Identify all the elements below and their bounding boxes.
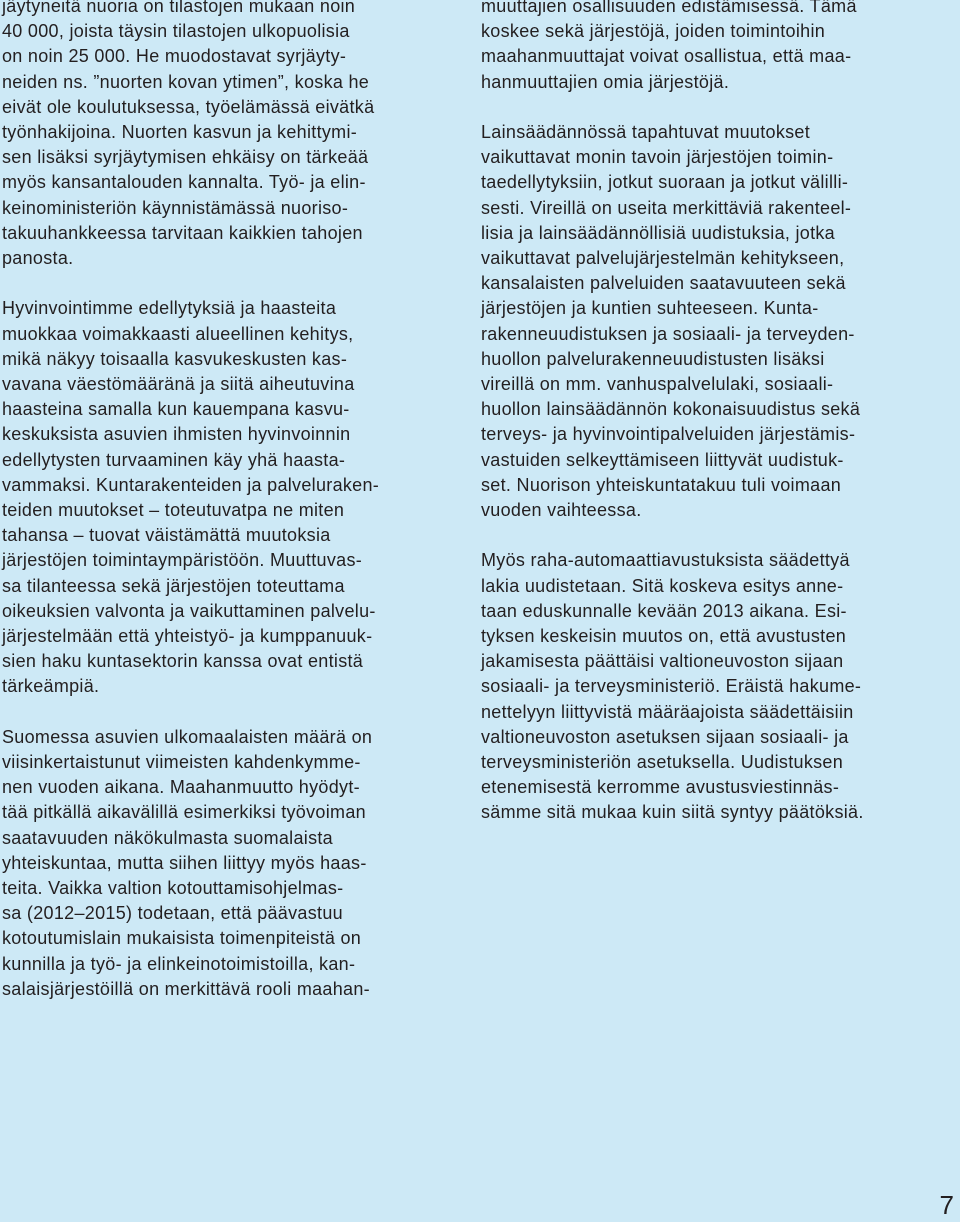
text-line: haasteina samalla kun kauempana kasvu- <box>2 399 350 420</box>
text-line: keinoministeriön käynnistämässä nuoriso- <box>2 197 349 218</box>
text-line: vaikuttavat palvelujärjestelmän kehitykseen, <box>481 248 845 269</box>
text-line: Suomessa asuvien ulkomaalaisten määrä on <box>2 726 373 747</box>
text-line: vastuiden selkeyttämiseen liittyvät uudistuk- <box>481 449 844 470</box>
text-line: mikä näkyy toisaalla kasvukeskusten kas- <box>2 348 348 369</box>
text-line: neiden ns. ”nuorten kovan ytimen”, koska he <box>2 71 370 92</box>
text-line: taan eduskunnalle kevään 2013 aikana. Esi- <box>481 600 847 621</box>
text-line: nen vuoden aikana. Maahanmuutto hyödyt- <box>2 777 360 798</box>
text-line: vammaksi. Kuntarakenteiden ja palveluraken- <box>2 474 380 495</box>
text-line: tää pitkällä aikavälillä esimerkiksi työvoiman <box>2 802 366 823</box>
text-line: kansalaisten palveluiden saatavuuteen sekä <box>481 273 846 294</box>
right-paragraph-2 <box>481 120 941 523</box>
text-line: valtioneuvoston asetuksen sijaan sosiaali- ja <box>481 726 849 747</box>
text-line: sien haku kuntasektorin kanssa ovat entistä <box>2 651 364 672</box>
text-line: jakamisesta päättäisi valtioneuvoston sijaan <box>481 651 844 672</box>
text-line: muokkaa voimakkaasti alueellinen kehitys, <box>2 323 354 344</box>
text-line: on noin 25 000. He muodostavat syrjäyty- <box>2 46 347 67</box>
text-line: yhteiskuntaa, mutta siihen liittyy myös haas- <box>2 852 367 873</box>
text-line: etenemisestä kerromme avustusviestinnäs- <box>481 777 840 798</box>
text-line: terveysministeriön asetuksella. Uudistuksen <box>481 752 844 773</box>
text-line: lakia uudistetaan. Sitä koskeva esitys anne- <box>481 575 844 596</box>
text-line: takuuhankkeessa tarvitaan kaikkien tahojen <box>2 222 363 243</box>
text-line: tahansa – tuovat väistämättä muutoksia <box>2 525 331 546</box>
text-line: keskuksista asuvien ihmisten hyvinvoinnin <box>2 424 351 445</box>
text-line: edellytysten turvaaminen käy yhä haasta- <box>2 449 346 470</box>
right-paragraph-3 <box>481 548 941 825</box>
text-line: sen lisäksi syrjäytymisen ehkäisy on tärkeää <box>2 147 369 168</box>
text-line: salaisjärjestöillä on merkittävä rooli maahan- <box>2 978 370 999</box>
text-line: set. Nuorison yhteiskuntatakuu tuli voimaan <box>481 474 842 495</box>
text-line: rakenneuudistuksen ja sosiaali- ja terveyden- <box>481 323 855 344</box>
text-line: järjestelmään että yhteistyö- ja kumppanuuk- <box>2 626 373 647</box>
text-line: teita. Vaikka valtion kotouttamisohjelmas- <box>2 878 344 899</box>
text-line: koskee sekä järjestöjä, joiden toimintoihin <box>481 21 826 42</box>
page-number: 7 <box>939 1190 954 1220</box>
right-paragraph-1 <box>481 0 941 95</box>
text-line: lisia ja lainsäädännöllisiä uudistuksia, jotka <box>481 222 835 243</box>
text-line: muuttajien osallisuuden edistämisessä. Tämä <box>481 0 857 16</box>
text-line: Hyvinvointimme edellytyksiä ja haasteita <box>2 298 337 319</box>
text-line: hanmuuttajien omia järjestöjä. <box>481 71 730 92</box>
text-line: nettelyyn liittyvistä määräajoista säädettäisiin <box>481 701 854 722</box>
text-line: vuoden vaihteessa. <box>481 500 642 521</box>
text-line: kunnilla ja työ- ja elinkeinotoimistoilla, kan- <box>2 953 356 974</box>
text-line: kotoutumislain mukaisista toimenpiteistä on <box>2 928 362 949</box>
text-line: Lainsäädännössä tapahtuvat muutokset <box>481 122 811 142</box>
text-line: sesti. Vireillä on useita merkittäviä rakenteel- <box>481 197 852 218</box>
text-line: vaikuttavat monin tavoin järjestöjen toimin- <box>481 147 834 168</box>
text-line: vavana väestömääränä ja siitä aiheutuvina <box>2 374 355 395</box>
left-paragraph-3 <box>2 725 442 1002</box>
text-line: vireillä on mm. vanhuspalvelulaki, sosiaali- <box>481 374 834 395</box>
text-line: sosiaali- ja terveysministeriö. Eräistä hakume- <box>481 676 862 697</box>
text-line: järjestöjen toimintaympäristöön. Muuttuvas- <box>2 550 363 571</box>
text-line: tärkeämpiä. <box>2 676 100 697</box>
text-line: viisinkertaistunut viimeisten kahdenkymme- <box>2 752 361 773</box>
text-line: sa (2012–2015) todetaan, että päävastuu <box>2 903 343 924</box>
text-line: maahanmuuttajat voivat osallistua, että maa- <box>481 46 852 67</box>
text-line: taedellytyksiin, jotkut suoraan ja jotkut välilli- <box>481 172 849 193</box>
text-line: terveys- ja hyvinvointipalveluiden järjestämis- <box>481 424 856 445</box>
text-line: 40 000, joista täysin tilastojen ulkopuolisia <box>2 21 350 42</box>
text-line: sa tilanteessa sekä järjestöjen toteuttama <box>2 575 345 596</box>
left-paragraph-1 <box>2 0 442 271</box>
text-line: järjestöjen ja kuntien suhteeseen. Kunta- <box>481 298 819 319</box>
text-line: työnhakijoina. Nuorten kasvun ja kehittymi- <box>2 122 358 143</box>
text-line: eivät ole koulutuksessa, työelämässä eivätkä <box>2 96 375 117</box>
text-line: tyksen keskeisin muutos on, että avustusten <box>481 626 847 647</box>
text-line: oikeuksien valvonta ja vaikuttaminen palvelu- <box>2 600 376 621</box>
text-line: panosta. <box>2 248 74 269</box>
text-line: saatavuuden näkökulmasta suomalaista <box>2 827 333 848</box>
text-line: huollon lainsäädännön kokonaisuudistus sekä <box>481 399 861 420</box>
text-line: Myös raha-automaattiavustuksista säädettyä <box>481 550 850 571</box>
left-column <box>2 0 442 1027</box>
text-line: myös kansantalouden kannalta. Työ- ja elin- <box>2 172 366 193</box>
text-line: sämme sitä mukaa kuin siitä syntyy päätöksiä. <box>481 802 864 823</box>
right-column <box>481 0 941 851</box>
text-line: jäytyneitä nuoria on tilastojen mukaan noin <box>2 0 356 16</box>
left-paragraph-2 <box>2 296 442 699</box>
text-line: huollon palvelurakenneuudistusten lisäksi <box>481 348 825 369</box>
text-line: teiden muutokset – toteutuvatpa ne miten <box>2 500 345 521</box>
